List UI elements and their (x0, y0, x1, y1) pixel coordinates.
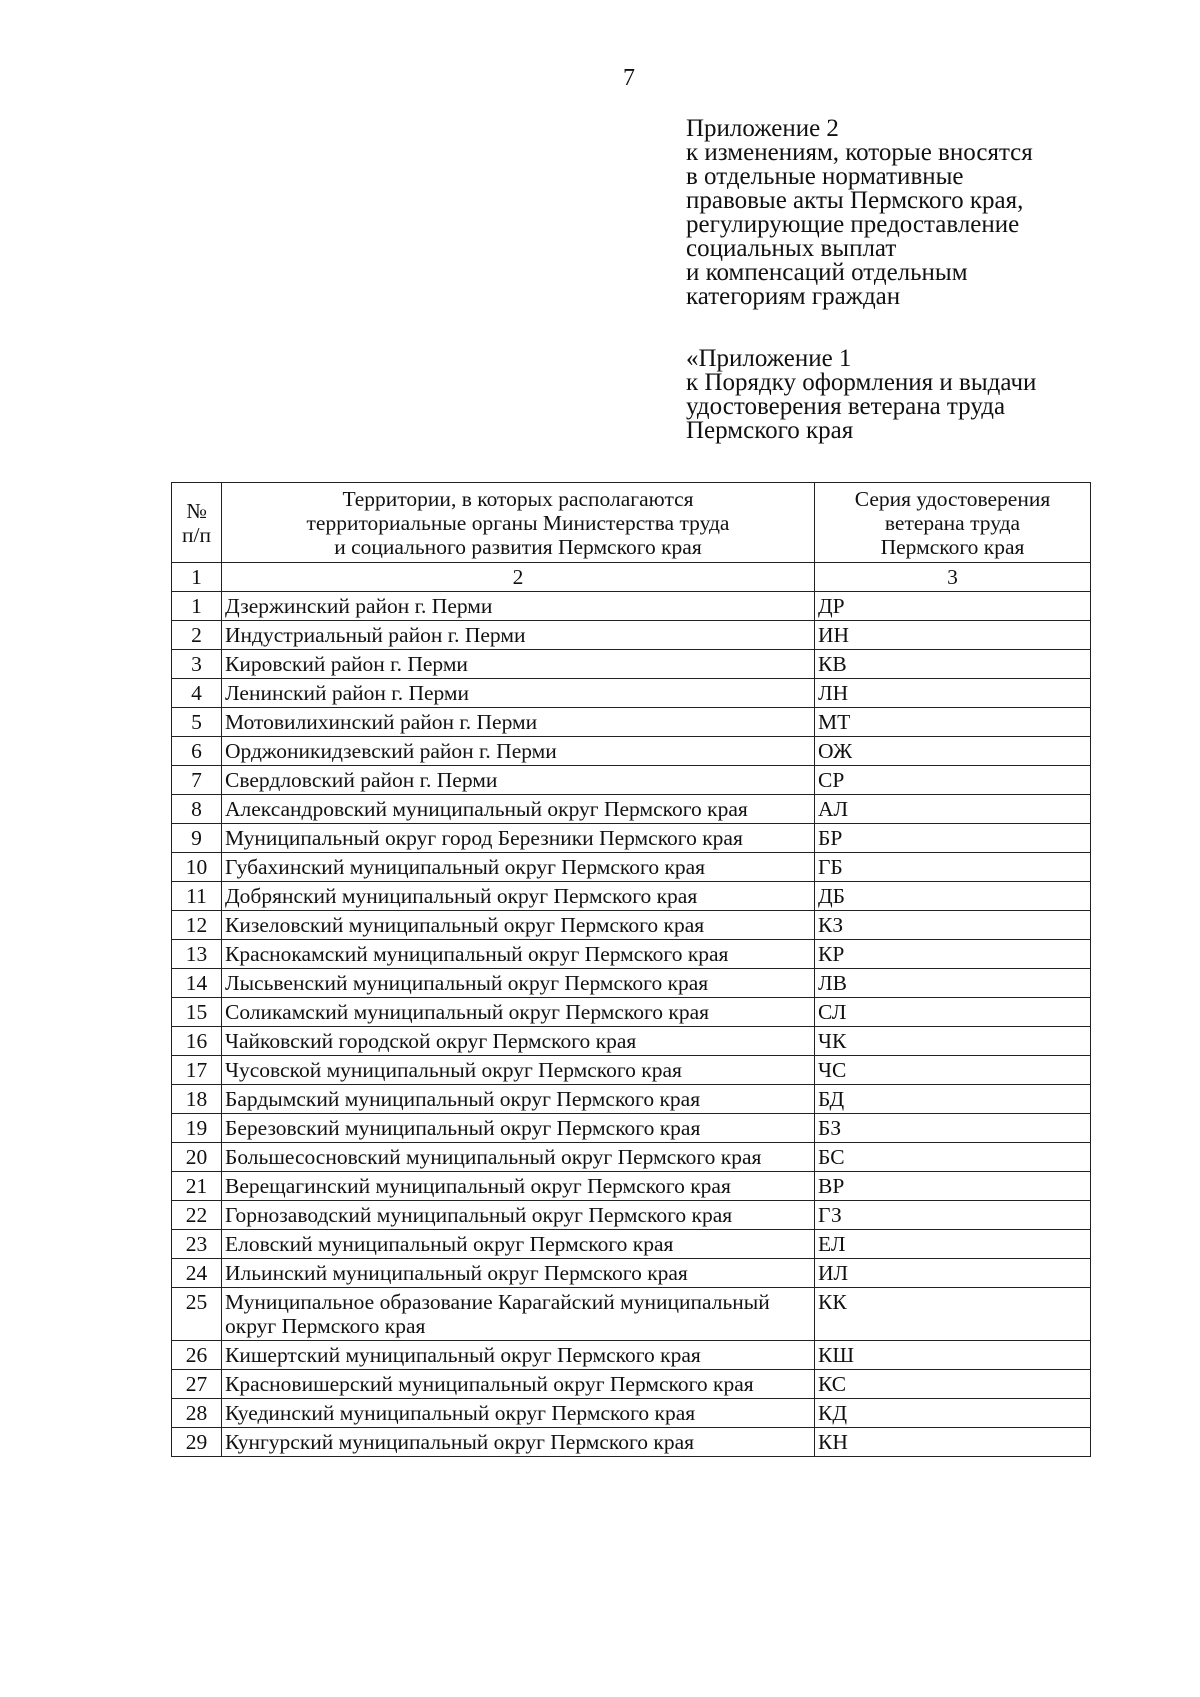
table-row (172, 1114, 1091, 1143)
table-row (172, 766, 1091, 795)
row-territory: Еловский муниципальный округ Пермского края (222, 1230, 815, 1259)
row-territory: Кировский район г. Перми (222, 650, 815, 679)
territories-table (171, 482, 1091, 1457)
row-series: КШ (815, 1341, 1091, 1370)
row-series: КВ (815, 650, 1091, 679)
row-series: БД (815, 1085, 1091, 1114)
table-row (172, 737, 1091, 766)
row-number: 6 (172, 737, 222, 766)
header-series-line: ветерана труда (884, 510, 1021, 535)
header-territory (222, 483, 815, 563)
table-row (172, 1288, 1091, 1341)
row-territory: Березовский муниципальный округ Пермского края (222, 1114, 815, 1143)
header-territory-line: Территории, в которых располагаются (342, 486, 694, 511)
row-territory: Чайковский городской округ Пермского края (222, 1027, 815, 1056)
row-series: ГБ (815, 853, 1091, 882)
row-series: ЛВ (815, 969, 1091, 998)
header-series-line: Пермского края (880, 534, 1025, 559)
column-index: 3 (815, 563, 1091, 592)
table-row (172, 1027, 1091, 1056)
table-header-row (172, 483, 1091, 563)
annex-2-line: Приложение 2 (686, 115, 839, 142)
row-number: 16 (172, 1027, 222, 1056)
row-territory: Куединский муниципальный округ Пермского края (222, 1399, 815, 1428)
table-row (172, 998, 1091, 1027)
row-series: ОЖ (815, 737, 1091, 766)
row-series: ГЗ (815, 1201, 1091, 1230)
row-number: 8 (172, 795, 222, 824)
table-row (172, 1341, 1091, 1370)
table-row (172, 940, 1091, 969)
header-series-line: Серия удостоверения (854, 486, 1051, 511)
row-series: ДБ (815, 882, 1091, 911)
row-series: ВР (815, 1172, 1091, 1201)
row-territory: Верещагинский муниципальный округ Пермского края (222, 1172, 815, 1201)
row-series: БС (815, 1143, 1091, 1172)
row-territory: Бардымский муниципальный округ Пермского края (222, 1085, 815, 1114)
row-number: 27 (172, 1370, 222, 1399)
row-territory: Муниципальное образование Карагайский муниципальный округ Пермского края (222, 1288, 815, 1341)
row-number: 12 (172, 911, 222, 940)
row-series: МТ (815, 708, 1091, 737)
row-territory: Индустриальный район г. Перми (222, 621, 815, 650)
row-series: КД (815, 1399, 1091, 1428)
row-series: СР (815, 766, 1091, 795)
annex-1-line: Пермского края (686, 417, 854, 444)
table-row (172, 1085, 1091, 1114)
row-number: 10 (172, 853, 222, 882)
row-territory: Кизеловский муниципальный округ Пермского края (222, 911, 815, 940)
row-series: КЗ (815, 911, 1091, 940)
annex-1-line: к Порядку оформления и выдачи (686, 369, 1037, 396)
row-number: 22 (172, 1201, 222, 1230)
annex-2-line: социальных выплат (686, 235, 897, 262)
header-number-line: № (186, 498, 207, 523)
header-number (172, 483, 222, 563)
header-territory-line: территориальные органы Министерства труда (306, 510, 730, 535)
table-row (172, 969, 1091, 998)
table-row (172, 1172, 1091, 1201)
row-number: 15 (172, 998, 222, 1027)
row-number: 18 (172, 1085, 222, 1114)
row-series: КР (815, 940, 1091, 969)
table-row (172, 1399, 1091, 1428)
row-series: ЧС (815, 1056, 1091, 1085)
row-number: 1 (172, 592, 222, 621)
row-number: 4 (172, 679, 222, 708)
row-territory: Кунгурский муниципальный округ Пермского края (222, 1428, 815, 1457)
page-number: 7 (623, 65, 635, 91)
annex-2-line: категориям граждан (686, 283, 901, 310)
row-number: 14 (172, 969, 222, 998)
table-body (172, 592, 1091, 1457)
row-territory: Губахинский муниципальный округ Пермского края (222, 853, 815, 882)
row-territory: Ильинский муниципальный округ Пермского края (222, 1259, 815, 1288)
table-row (172, 824, 1091, 853)
row-series: КС (815, 1370, 1091, 1399)
row-territory: Мотовилихинский район г. Перми (222, 708, 815, 737)
table-row (172, 1428, 1091, 1457)
row-number: 20 (172, 1143, 222, 1172)
annex-2-line: в отдельные нормативные (686, 163, 964, 190)
header-number-line: п/п (182, 522, 211, 547)
table-row (172, 911, 1091, 940)
annex-1-line: «Приложение 1 (686, 345, 852, 372)
row-series: СЛ (815, 998, 1091, 1027)
table-row (172, 1143, 1091, 1172)
table-row (172, 621, 1091, 650)
row-series: КН (815, 1428, 1091, 1457)
column-index-row (172, 563, 1091, 592)
row-territory: Александровский муниципальный округ Пермского края (222, 795, 815, 824)
row-number: 26 (172, 1341, 222, 1370)
annex-2-line: правовые акты Пермского края, (686, 187, 1024, 214)
row-territory: Ленинский район г. Перми (222, 679, 815, 708)
table-row (172, 679, 1091, 708)
annex-2-line: регулирующие предоставление (686, 211, 1020, 238)
row-territory: Чусовской муниципальный округ Пермского края (222, 1056, 815, 1085)
row-territory: Краснокамский муниципальный округ Пермского края (222, 940, 815, 969)
row-series: ИН (815, 621, 1091, 650)
row-series: ЛН (815, 679, 1091, 708)
row-number: 13 (172, 940, 222, 969)
annex-1-line: удостоверения ветерана труда (686, 393, 1006, 420)
row-number: 23 (172, 1230, 222, 1259)
row-number: 3 (172, 650, 222, 679)
header-series (815, 483, 1091, 563)
row-territory: Красновишерский муниципальный округ Пермского края (222, 1370, 815, 1399)
row-number: 17 (172, 1056, 222, 1085)
table-row (172, 1370, 1091, 1399)
row-number: 19 (172, 1114, 222, 1143)
table-row (172, 1056, 1091, 1085)
row-number: 2 (172, 621, 222, 650)
table-row (172, 882, 1091, 911)
row-series: ЕЛ (815, 1230, 1091, 1259)
annex-2-line: и компенсаций отдельным (686, 259, 968, 286)
row-series: БР (815, 824, 1091, 853)
annex-2-heading (686, 117, 1146, 309)
row-series: ИЛ (815, 1259, 1091, 1288)
row-series: БЗ (815, 1114, 1091, 1143)
row-number: 29 (172, 1428, 222, 1457)
row-territory: Дзержинский район г. Перми (222, 592, 815, 621)
row-number: 28 (172, 1399, 222, 1428)
row-territory: Свердловский район г. Перми (222, 766, 815, 795)
row-territory: Орджоникидзевский район г. Перми (222, 737, 815, 766)
annex-1-heading (686, 347, 1146, 443)
table-row (172, 795, 1091, 824)
row-territory: Горнозаводский муниципальный округ Пермского края (222, 1201, 815, 1230)
row-number: 25 (172, 1288, 222, 1341)
row-number: 5 (172, 708, 222, 737)
row-territory: Муниципальный округ город Березники Пермского края (222, 824, 815, 853)
row-territory: Большесосновский муниципальный округ Пермского края (222, 1143, 815, 1172)
table-row (172, 708, 1091, 737)
row-number: 11 (172, 882, 222, 911)
row-series: ЧК (815, 1027, 1091, 1056)
table-row (172, 1201, 1091, 1230)
table-row (172, 650, 1091, 679)
column-index: 2 (222, 563, 815, 592)
row-territory: Добрянский муниципальный округ Пермского края (222, 882, 815, 911)
row-territory: Соликамский муниципальный округ Пермского края (222, 998, 815, 1027)
row-number: 9 (172, 824, 222, 853)
row-territory: Кишертский муниципальный округ Пермского края (222, 1341, 815, 1370)
table-row (172, 853, 1091, 882)
row-series: АЛ (815, 795, 1091, 824)
row-series: ДР (815, 592, 1091, 621)
row-number: 21 (172, 1172, 222, 1201)
column-index: 1 (172, 563, 222, 592)
header-territory-line: и социального развития Пермского края (334, 534, 702, 559)
table-row (172, 1230, 1091, 1259)
table-row (172, 592, 1091, 621)
table-row (172, 1259, 1091, 1288)
annex-2-line: к изменениям, которые вносятся (686, 139, 1033, 166)
row-series: КК (815, 1288, 1091, 1341)
row-number: 7 (172, 766, 222, 795)
row-territory: Лысьвенский муниципальный округ Пермского края (222, 969, 815, 998)
row-number: 24 (172, 1259, 222, 1288)
